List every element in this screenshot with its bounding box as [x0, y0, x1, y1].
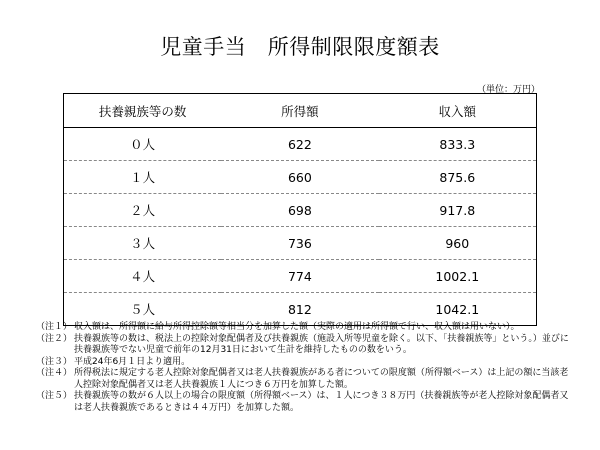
note-label: （注２）: [36, 333, 73, 344]
cell-revenue: 1002.1: [379, 260, 537, 293]
cell-income: 698: [221, 194, 378, 227]
note-text: 所得税法に規定する老人控除対象配偶者又は老人扶養親族がある者についての限度額（所得額ベース）は上記の額に当該老人控除対象配偶者又は老人扶養親族１人につき６万円を加算した額。: [74, 368, 569, 390]
cell-dependents: ５人: [130, 302, 156, 317]
table-header-row: [64, 94, 537, 128]
cell-revenue: 960: [379, 227, 537, 260]
note-label: （注４）: [36, 368, 73, 378]
page-title: 児童手当 所得制限限度額表: [160, 35, 440, 59]
note-item: [36, 357, 571, 369]
table-row: [64, 194, 537, 227]
cell-revenue: 833.3: [379, 128, 537, 161]
notes-section: [36, 322, 571, 414]
income-limit-table: [63, 93, 537, 326]
header-income: 所得額: [221, 94, 378, 128]
note-label: （注１）: [36, 322, 73, 332]
cell-revenue: 917.8: [379, 194, 537, 227]
cell-dependents: ３人: [64, 227, 222, 260]
note-label: （注３）: [36, 356, 73, 367]
note-item: [36, 322, 571, 334]
header-dependents: 扶養親族等の数: [64, 94, 222, 128]
note-item: [36, 334, 571, 357]
note-item: [36, 391, 571, 414]
cell-income: 660: [221, 161, 378, 194]
note-text: 平成24年6月１日より適用。: [74, 356, 191, 367]
table-row: [64, 161, 537, 194]
cell-dependents: ４人: [64, 260, 222, 293]
header-revenue: 収入額: [379, 94, 537, 128]
cell-income: 774: [221, 260, 378, 293]
unit-label: （単位：万円）: [476, 85, 540, 95]
cell-dependents: ２人: [64, 194, 222, 227]
table-row: [64, 260, 537, 293]
cell-income: 812: [287, 301, 312, 317]
cell-revenue: 875.6: [379, 161, 537, 194]
cell-income: 736: [221, 227, 378, 260]
note-label: （注５）: [36, 391, 73, 401]
cell-dependents: １人: [64, 161, 222, 194]
cell-dependents: ０人: [64, 128, 222, 161]
cell-income: 622: [221, 128, 378, 161]
note-text: 扶養親族等の数が６人以上の場合の限度額（所得額ベース）は、１人につき３８万円（扶養親族等が老人控除対象配偶者又は老人扶養親族であるときは４４万円）を加算した額。: [74, 391, 569, 413]
table-row: [64, 128, 537, 161]
note-text: 扶養親族等の数は、税法上の控除対象配偶者及び扶養親族（施設入所等児童を除く。以下、「扶養親族等」という。）並びに扶養親族等でない児童で前年の12月31日において生計を維持したものの数をいう。: [74, 333, 569, 355]
cell-revenue: 1042.1: [435, 301, 480, 317]
table-row: [64, 227, 537, 260]
table-row: [64, 293, 537, 326]
note-text: 収入額は、所得額に給与所得控除額等相当分を加算した額（実際の適用は所得額で行い、収入額は用いない）。: [74, 322, 520, 332]
note-item: [36, 368, 571, 391]
